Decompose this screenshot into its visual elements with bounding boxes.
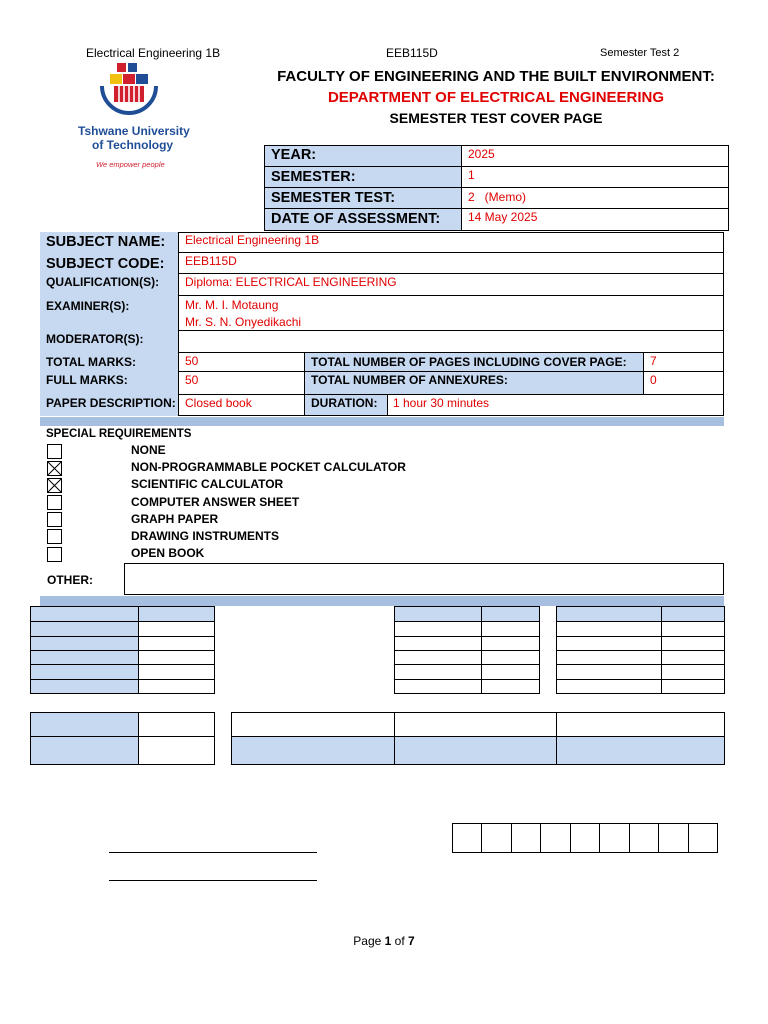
duration-label: DURATION:	[311, 396, 378, 410]
examiner-1-value: Mr. M. I. Motaung	[185, 298, 279, 312]
semester-test-value: 2 (Memo)	[468, 190, 527, 204]
requirement-non-programmable-calculator: NON-PROGRAMMABLE POCKET CALCULATOR	[131, 460, 406, 474]
signature-line-2[interactable]	[109, 880, 317, 881]
checkbox-computer-answer-sheet[interactable]	[47, 495, 62, 510]
checkbox-none[interactable]	[47, 444, 62, 459]
total-annexures-label: TOTAL NUMBER OF ANNEXURES:	[311, 373, 508, 387]
subject-name-label: SUBJECT NAME:	[46, 234, 166, 250]
university-tagline: We empower people	[96, 160, 165, 169]
requirement-scientific-calculator: SCIENTIFIC CALCULATOR	[131, 477, 284, 491]
moderators-label: MODERATOR(S):	[46, 332, 144, 346]
subject-code-label: SUBJECT CODE:	[46, 256, 165, 272]
header-center: EEB115D	[386, 46, 438, 60]
special-requirements-heading: SPECIAL REQUIREMENTS	[46, 428, 192, 440]
requirement-computer-answer-sheet: COMPUTER ANSWER SHEET	[131, 495, 300, 509]
full-marks-label: FULL MARKS:	[46, 373, 128, 387]
header-right: Semester Test 2	[600, 47, 680, 59]
marks-table-right	[556, 606, 725, 694]
check-mark-icon	[48, 462, 61, 475]
duration-value: 1 hour 30 minutes	[393, 396, 490, 410]
section-divider	[40, 596, 724, 606]
cover-title: SEMESTER TEST COVER PAGE	[389, 110, 603, 126]
paper-description-label: PAPER DESCRIPTION:	[46, 396, 176, 410]
total-pages-value: 7	[650, 354, 657, 368]
qualification-label: QUALIFICATION(S):	[46, 275, 160, 289]
examiner-2-value: Mr. S. N. Onyedikachi	[185, 315, 302, 329]
summary-table-right	[231, 712, 725, 765]
requirement-open-book: OPEN BOOK	[131, 546, 205, 560]
checkbox-scientific-calculator[interactable]	[47, 478, 62, 493]
checkbox-non-programmable-calculator[interactable]	[47, 461, 62, 476]
logo-emblem-icon	[96, 60, 162, 126]
marks-table-left	[30, 606, 215, 694]
subject-name-value: Electrical Engineering 1B	[185, 233, 320, 247]
university-name: Tshwane University of Technology	[78, 124, 190, 152]
paper-description-value: Closed book	[185, 396, 252, 410]
year-value: 2025	[468, 147, 495, 161]
other-field[interactable]	[124, 563, 724, 595]
semester-label: SEMESTER:	[271, 169, 356, 185]
total-marks-label: TOTAL MARKS:	[46, 355, 136, 369]
total-annexures-value: 0	[650, 373, 657, 387]
requirement-none: NONE	[131, 443, 166, 457]
examiners-label: EXAMINER(S):	[46, 299, 130, 313]
summary-table-left	[30, 712, 215, 765]
qualification-value: Diploma: ELECTRICAL ENGINEERING	[185, 275, 397, 289]
signature-line-1[interactable]	[109, 852, 317, 853]
checkbox-graph-paper[interactable]	[47, 512, 62, 527]
date-of-assessment-value: 14 May 2025	[468, 210, 538, 224]
check-mark-icon	[48, 479, 61, 492]
marks-table-middle	[394, 606, 540, 694]
header-left: Electrical Engineering 1B	[86, 46, 221, 60]
semester-test-label: SEMESTER TEST:	[271, 190, 396, 206]
university-logo	[96, 60, 162, 126]
student-number-boxes[interactable]	[452, 823, 718, 853]
date-of-assessment-label: DATE OF ASSESSMENT:	[271, 211, 441, 227]
faculty-title: FACULTY OF ENGINEERING AND THE BUILT ENVIRONMENT:	[277, 68, 715, 85]
checkbox-open-book[interactable]	[47, 547, 62, 562]
total-pages-label: TOTAL NUMBER OF PAGES INCLUDING COVER PAGE:	[311, 355, 627, 369]
full-marks-value: 50	[185, 373, 199, 387]
subject-code-value: EEB115D	[185, 254, 237, 268]
section-divider	[40, 417, 724, 426]
checkbox-drawing-instruments[interactable]	[47, 529, 62, 544]
page-number: Page 1 of 7	[353, 934, 415, 948]
department-title: DEPARTMENT OF ELECTRICAL ENGINEERING	[327, 89, 665, 106]
semester-value: 1	[468, 168, 475, 182]
requirement-drawing-instruments: DRAWING INSTRUMENTS	[131, 529, 279, 543]
year-label: YEAR:	[271, 147, 317, 163]
requirement-graph-paper: GRAPH PAPER	[131, 512, 219, 526]
total-marks-value: 50	[185, 354, 199, 368]
other-label: OTHER:	[47, 573, 93, 587]
